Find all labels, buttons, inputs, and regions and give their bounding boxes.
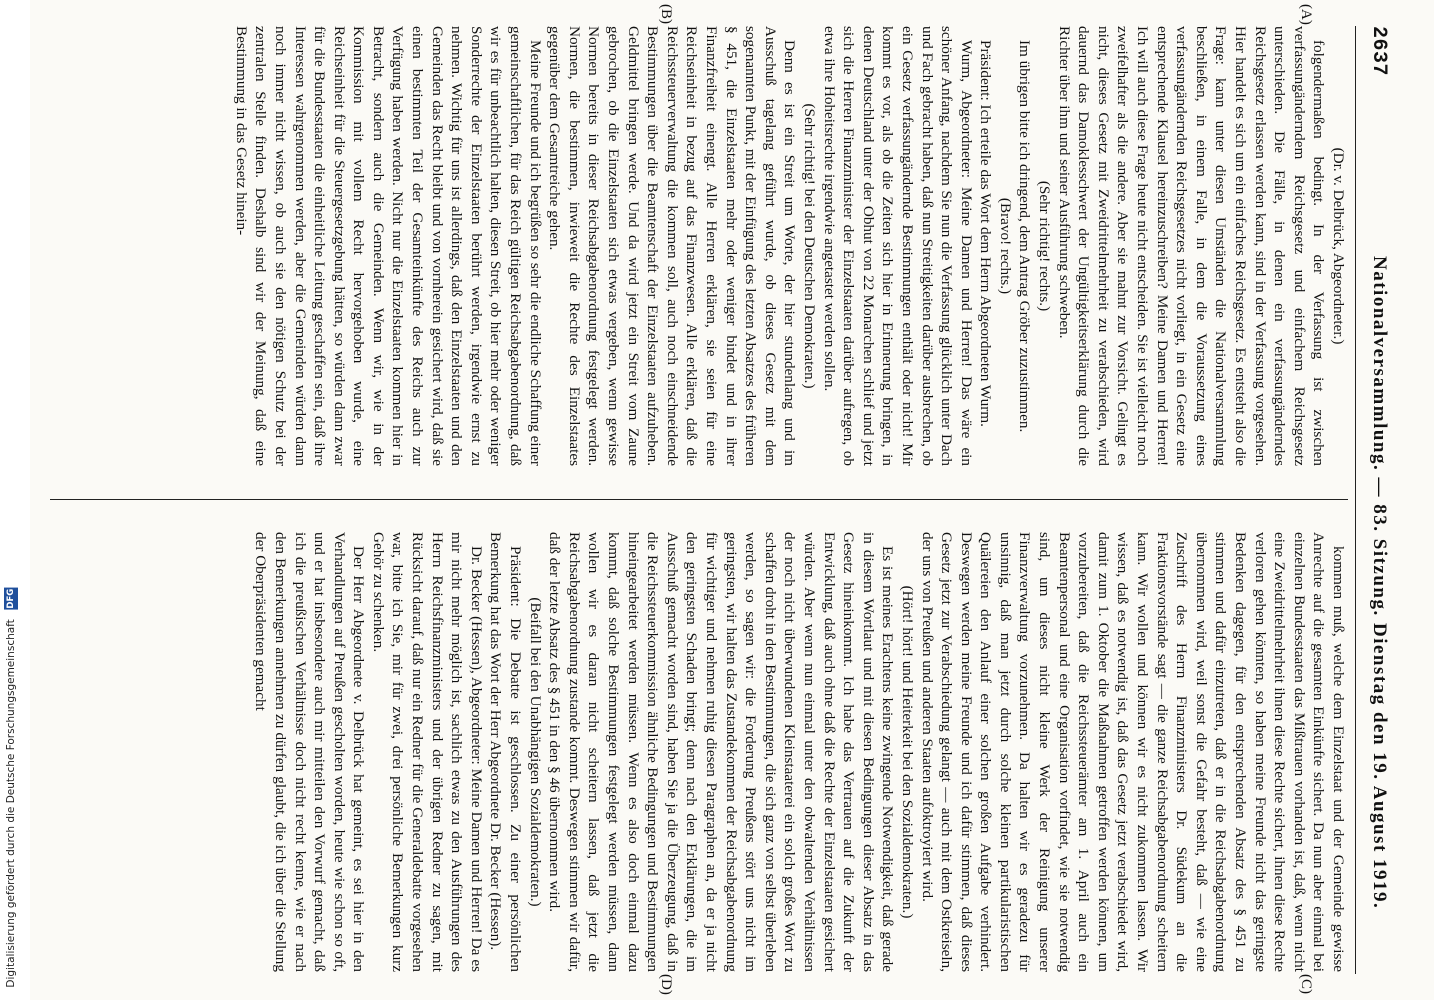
paragraph: kommen muß, welche dem Einzelstaat und der Gemeinde gewisse Anrechte auf die gesamten Einkünfte sichert. Da nun aber einmal bei einzelnen Bundesstaaten das Mißtrauen vorhanden ist, daß, wenn nicht eine Zweidrittelmehrheit ihnen diese Rechte sichert, ihnen diese Rechte verloren gehen könnten, so haben meine Freunde nicht das geringste Bedenken dagegen, für den entsprechenden Absatz des § 451 zu stimmen und dafür einzutreten, daß er in die Reichsabgabenordnung übernommen wird, weil sonst die Gefahr besteht, daß — wie eine Zuschrift des Herrn Finanzministers Dr. Südekum an die Fraktionsvorstände sagt — die ganze Reichsabgabenordnung scheitern kann. Wir wollen und können wir es nicht zukommen lassen. Wir wissen, daß es notwendig ist, daß das Gesetz jetzt verabschiedet wird, damit zum 1. Oktober die Maßnahmen getroffen werden können, um vorzubereiten, daß die Reichssteuerämter am 1. April auch ein Beamtenpersonal und eine Organisation vorfindet, wie sie notwendig sind, um dieses nicht kleine Werk der Reinigung unserer Finanzverwaltung vorzunehmen. Da halten wir es geradezu für unsinnig, daß man jetzt durch solche kleinen partikularistischen Quälereien den Anlauf einer solchen großen Aufgabe verhindert. Deswegen werden meine Freunde und ich dafür stimmen, daß dieses Gesetz jetzt zur Verabschiedung gelangt — auch mit dem Ostkreiseln, der uns von Preußen und anderen Staaten aufoktroyiert wird. [918, 532, 1347, 972]
scan-area [30, 0, 1434, 1000]
paragraph: (Bravo! rechts.) [996, 197, 1014, 295]
margin-mark-a: (A) [1298, 4, 1314, 25]
dfg-logo-icon: DFG [6, 589, 16, 610]
paragraph: (Hört! hört! und Heiterkeit bei den Sozialdemokraten.) [898, 585, 916, 919]
right-column [50, 532, 1348, 972]
paragraph: Präsident: Die Debatte ist geschlossen. Zu einer persönlichen Bemerkung hat das Wort der Herr Abgeordnete Dr. Becker (Hessen). [487, 532, 525, 972]
page-header [1355, 26, 1390, 974]
paragraph: Im übrigen bitte ich dringend, dem Antrag Gröber zuzustimmen. [1016, 40, 1034, 433]
page-number: 2637 [1367, 26, 1390, 77]
paragraph: (Sehr richtig! rechts.) [1036, 180, 1054, 312]
paragraph: Meine Freunde und ich begrüßen so sehr die endliche Schaffung einer gemeinschaftlichen, für das Reich gültigen Reichsabgabenordnung, daß wir es für unbeachtlich halten, diesen Streit, ob hier mehr oder weniger Sonderrechte der Einzelstaaten berührt werden, irgendwie ernst zu nehmen. Wichtig für uns ist allerdings, daß den Einzelstaaten und den Gemeinden das Recht bleibt und von vornherein gesichert wird, daß sie einen bestimmten Teil der Gesamteinkünfte des Reichs auch zur Verfügung haben werden. Nicht nur die Einzelstaaten kommen hier in Betracht, sondern auch die Gemeinden. Wenn wir, wie in der Kommission mit vollem Recht hervorgehoben wurde, eine Reichseinheit für die Steuergesetzgebung hätten, so würden dann zwar für die Bundesstaaten die einheitliche Leitung geschaffen sein, daß ihre Interessen wahrgenommen werden, aber die Gemeinden würden dann noch immer nicht wissen, ob auch sie den nötigen Schutz bei der zentralen Stelle finden. Deshalb sind wir der Meinung, daß eine Bestimmung in das Gesetz hinein- [232, 26, 544, 466]
left-column [50, 26, 1348, 466]
header-title: Nationalversammlung. — 83. Sitzung. Dienstag den 19. August 1919. [1369, 256, 1390, 910]
footer-text: Digitalisierung gefördert durch die Deutsche Forschungsgemeinschaft [5, 619, 17, 988]
paragraph: Wurm, Abgeordneter: Meine Damen und Herren! Das wäre ein schöner Anfang, nachdem Sie nun die Verfassung glücklich unter Dach und Fach gebracht haben, daß nun Streitigkeiten darüber ausbrechen, ob ein Gesetz verfassungändernde Bestimmungen enthält oder nicht! Mir kommt es vor, als ob die Zeiten sich hier in Erinnerung bringen, in denen Deutschland unter der Obhut von 22 Monarchen schlief und jetzt sich die Herren Finanzminister der Einzelstaaten darüber aufregen, ob etwa ihre Hoheitsrechte irgendwie angetastet werden sollen. [820, 26, 975, 466]
margin-mark-c: (C) [1298, 974, 1314, 994]
margin-mark-b: (B) [658, 4, 674, 24]
paragraph: Dr. Becker (Hessen), Abgeordneter: Meine Damen und Herren! Da es mir nicht mehr möglich ist, sachlich etwas zu den Ausführungen des Herrn Reichsfinanzministers und der übrigen Redner zu sagen, mit Rücksicht darauf, daß nur ein Redner für die Generaldebatte vorgesehen war, bitte ich Sie, mir für zwei, drei persönliche Bemerkungen kurz Gehör zu schenken. [369, 532, 485, 972]
paragraph: (Sehr richtig! bei den Deutschen Demokraten.) [800, 103, 818, 389]
footer-strip [0, 0, 30, 1000]
column-divider [50, 499, 1348, 500]
paragraph: Denn es ist ein Streit um Worte, der hier stundenlang und im Ausschuß tagelang geführt wurde, ob dieses Gesetz mit dem sogenannten Punkt, mit der Einfügung des letzten Absatzes des früheren § 451, die Einzelstaaten mehr oder weniger bindet und in ihrer Finanzfreiheit einengt. Alle Herren erklären, sie seien für eine Reichseinheit in bezug auf das Finanzwesen. Alle erklären, daß die Reichssteuerverwaltung die kommen soll, auch noch einschneidende Bestimmungen über die Beamtenschaft der Einzelstaaten aufzuheben. Geldmittel bringen werde. Und da wird jetzt ein Streit vom Zaune gebrochen, ob die Einzelstaaten sich etwas vergeben, wenn gewisse Normen bereits in dieser Reichsabgabenordnung festgelegt werden. Normen, die bestimmen, inwieweit die Rechte des Einzelstaates gegenüber dem Gesamtreiche gehen. [546, 26, 799, 466]
paragraph: folgendermaßen bedingt. In der Verfassung ist zwischen verfassungänderndem Reichsgesetz und einfachem Reichsgesetz unterschieden. Die Fälle, in denen ein verfassungänderndes Reichsgesetz erlassen werden kann, sind in der Verfassung vorgesehen. Hier handelt es sich um ein einfaches Reichsgesetz. Es entsteht also die Frage: kann unter diesen Umständen die Nationalversammlung beschließen, in einem Falle, in dem die Voraussetzung eines verfassungändernden Reichsgesetzes nicht vorliegt, in ein Gesetz eine entsprechende Klausel hereinzuschreiben? Meine Damen und Herren! Ich will auch diese Frage heute nicht entscheiden. Sie ist vielleicht noch zweifelhafter als die andere. Aber sie mahnt zur Vorsicht. Gelingt es nicht, dieses Gesetz mit Zweidrittelmehrheit zu verabschieden, wird dauernd das Damoklesschwert der Ungültigkeitserklärung durch die Richter über ihm und seiner Ausführung schweben. [1055, 26, 1328, 466]
paragraph: Der Herr Abgeordnete v. Delbrück hat gemeint, es sei hier in den Verhandlungen auf Preußen gescholten worden, heute wie schon so oft, und er hat insbesondere auch mir mitteilen den Vorwurf gemacht, daß ich die preußischen Verhältnisse doch nicht recht kenne, wie er nach den Bemerkungen annehmen zu dürfen glaubt, die ich über die Stellung der Oberpräsidenten gemacht [252, 532, 368, 972]
rotated-page [30, 0, 1434, 1000]
margin-mark-d: (D) [658, 974, 674, 995]
paragraph: (Beifall bei den Unabhängigen Sozialdemokraten.) [526, 597, 544, 907]
paragraph: (Dr. v. Delbrück, Abgeordneter.) [1330, 147, 1347, 345]
paragraph: Es ist meines Erachtens keine zwingende Notwendigkeit, daß gerade in diesem Wortlaut und mit diesen Bedingungen dieser Absatz in das Gesetz hineinkommt. Ich habe das Vertrauen auf die Zukunft der Entwicklung, daß auch ohne daß die Rechte der Einzelstaaten gesichert würden. Aber wenn nun einmal unter den obwaltenden Verhältnissen der noch nicht überwundenen Kleinstaaterei ein solch großes Wort zu schaffen droht in den Bestimmungen, die sich ganz von selbst überleben werden, so sagen wir: die Forderung Preußens stört uns nicht im geringsten, wir halten das Zustandekommen der Reichsabgabenordnung für wichtiger und nehmen ruhig diesen Paragraphen an, da er ja nicht den geringsten Schaden bringt; denn nach den Erklärungen, die im Ausschuß gemacht worden sind, haben Sie ja die Überzeugung, daß in die Reichssteuerkommission ähnliche Bedingungen und Bestimmungen hineingearbeitet werden müssen. Wenn es also doch einmal dazu kommt, daß solche Bestimmungen festgelegt werden müssen, dann wollen wir es daran nicht scheitern lassen, daß jetzt die Reichsabgabenordnung zustande kommt. Deswegen stimmen wir dafür, daß der letzte Absatz des § 451 in den § 46 übernommen wird. [546, 532, 897, 972]
footer-credit [4, 588, 18, 988]
paragraph: Präsident: Ich erteile das Wort dem Herrn Abgeordneten Wurm. [977, 40, 995, 427]
